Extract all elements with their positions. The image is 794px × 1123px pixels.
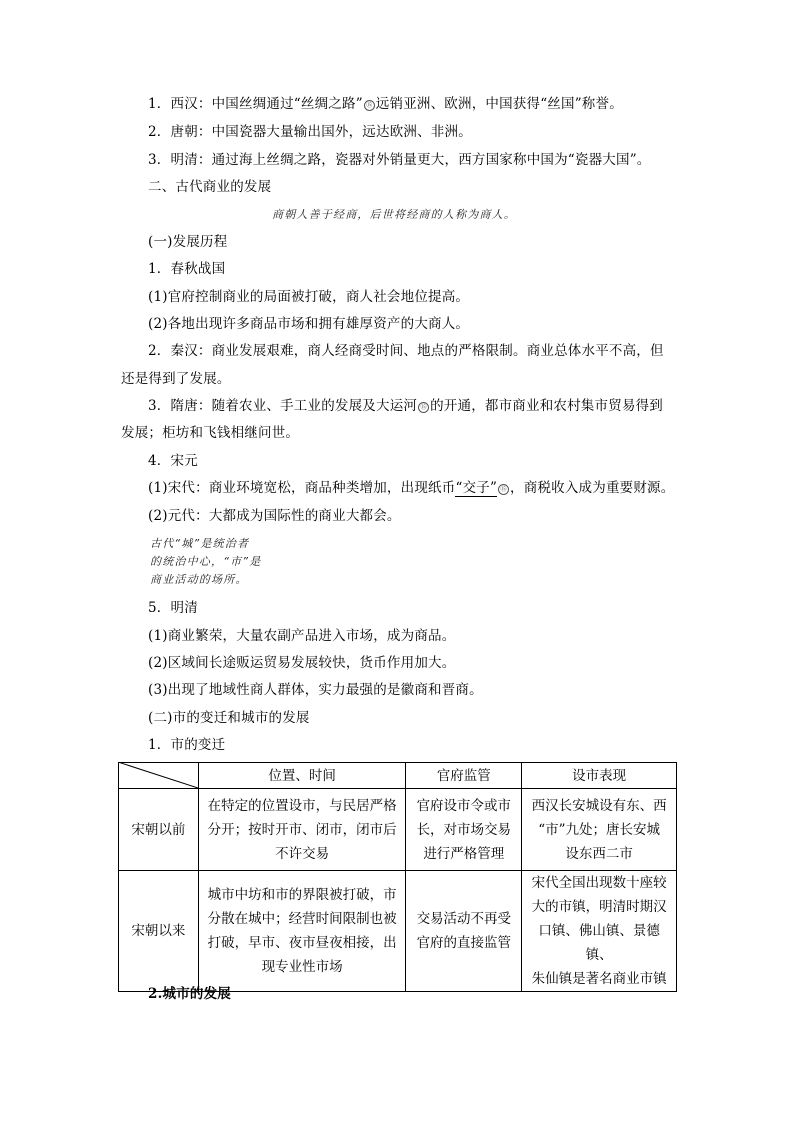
- cell-line: 分散在城中；经营时间限制也被: [207, 911, 397, 927]
- cell-line: 大的市镇，明清时期汉: [531, 899, 667, 915]
- line-xihan-text-2: 远销亚洲、欧洲，中国获得“丝国”称誉。: [375, 96, 623, 112]
- cell-line: “市”九处；唐长安城: [538, 821, 661, 838]
- item-suitang: [148, 397, 663, 415]
- jiaozi-underlined: “交子”: [455, 480, 498, 496]
- line-xihan: [148, 95, 623, 113]
- line-mingqing: 3．明清：通过海上丝绸之路，瓷器对外销量更大，西方国家称中国为“瓷器大国”。: [148, 152, 651, 168]
- cell-line: 西汉长安城设有东、西: [531, 797, 667, 814]
- table-cell: [198, 871, 406, 992]
- cell-line: 长，对市场交易: [416, 821, 512, 838]
- market-comparison-table: [118, 762, 677, 992]
- annotation-mark-icon: ⑮: [364, 100, 375, 111]
- item-song-text: (1)宋代：商业环境宽松，商品种类增加，出现纸币: [148, 480, 456, 496]
- item-chunqiu-2: (2)各地出现许多商品市场和拥有雄厚资产的大商人。: [148, 316, 470, 332]
- table-cell: [406, 789, 522, 871]
- cell-line: 分开；按时开市、闭市，闭市后: [207, 821, 397, 838]
- cell-line: 进行严格管理: [423, 845, 505, 862]
- cell-line: 官府设市令或市: [416, 797, 512, 814]
- table-cell: [522, 871, 677, 992]
- table-header: 位置、时间: [198, 763, 406, 789]
- item-song: [148, 479, 674, 497]
- subheading-markets: (二)市的变迁和城市的发展: [148, 710, 310, 726]
- section-heading-commerce: 二、古代商业的发展: [148, 179, 272, 195]
- item-chunqiu: 1．春秋战国: [148, 261, 226, 277]
- item-songyuan: 4．宋元: [148, 453, 198, 469]
- row-label: 宋朝以前: [119, 789, 199, 871]
- item-mingqing-3: (3)出现了地域性商人群体，实力最强的是徽商和晋商。: [148, 682, 483, 698]
- handwritten-note-merchants: 商朝人善于经商，后世将经商的人称为商人。: [272, 208, 516, 221]
- table-header-row: [119, 763, 677, 789]
- cell-line: 现专业性市场: [261, 959, 343, 975]
- annotation-mark-icon: ⑮: [498, 484, 509, 495]
- table-header: 设市表现: [522, 763, 677, 789]
- item-suitang-text: 3．隋唐：随着农业、手工业的发展及大运河: [148, 398, 418, 414]
- item-mingqing: 5．明清: [148, 600, 198, 616]
- cell-line: 朱仙镇是著名商业市镇: [531, 971, 667, 987]
- line-tang: 2．唐朝：中国瓷器大量输出国外，远达欧洲、非洲。: [148, 124, 472, 140]
- table-corner-cell: [119, 763, 199, 789]
- item-mingqing-2: (2)区域间长途贩运贸易发展较快，货币作用加大。: [148, 655, 456, 671]
- item-qinhan-cont: 还是得到了发展。: [121, 371, 231, 387]
- table-cell: [406, 871, 522, 992]
- table-row: [119, 789, 677, 871]
- item-yuan: (2)元代：大都成为国际性的商业大都会。: [148, 508, 401, 524]
- cell-line: 在特定的位置设市，与民居严格: [207, 797, 397, 814]
- handwritten-note-city-1: 古代“城”是统治者: [150, 537, 250, 550]
- row-label: 宋朝以来: [119, 871, 199, 992]
- cell-line: 打破，早市、夜市昼夜相接，出: [207, 935, 397, 951]
- handwritten-note-city-3: 商业活动的场所。: [150, 573, 248, 586]
- item-suitang-cont: 发展；柜坊和飞钱相继问世。: [121, 425, 300, 441]
- item-suitang-text-2: 的开通，都市商业和农村集市贸易得到: [430, 398, 663, 414]
- cell-line: 交易活动不再受: [416, 911, 512, 927]
- table-cell: [522, 789, 677, 871]
- cell-line: 城市中坊和市的界限被打破，市: [207, 887, 397, 903]
- item-chunqiu-1: (1)官府控制商业的局面被打破，商人社会地位提高。: [148, 289, 470, 305]
- line-xihan-text: 1．西汉：中国丝绸通过“丝绸之路”: [148, 96, 363, 112]
- cell-line: 口镇、佛山镇、景德镇、: [538, 923, 660, 963]
- table-header: 官府监管: [406, 763, 522, 789]
- table-cell: [198, 789, 406, 871]
- table-row: [119, 871, 677, 992]
- cell-line: 不许交易: [275, 845, 330, 862]
- item-qinhan: 2．秦汉：商业发展艰难，商人经商受时间、地点的严格限制。商业总体水平不高，但: [148, 343, 664, 359]
- cell-line: 宋代全国出现数十座较: [531, 875, 667, 891]
- subheading-history: (一)发展历程: [148, 234, 228, 250]
- item-song-text-2: ，商税收入成为重要财源。: [510, 480, 675, 496]
- annotation-mark-icon: ⑮: [418, 402, 429, 413]
- cell-line: 设东西二市: [565, 845, 633, 862]
- cell-line: 官府的直接监管: [416, 935, 512, 951]
- item-market-change: 1．市的变迁: [148, 737, 226, 753]
- item-mingqing-1: (1)商业繁荣，大量农副产品进入市场，成为商品。: [148, 628, 456, 644]
- handwritten-note-city-2: 的统治中心，“市”是: [150, 555, 262, 568]
- item-city-development: 2.城市的发展: [148, 986, 231, 1002]
